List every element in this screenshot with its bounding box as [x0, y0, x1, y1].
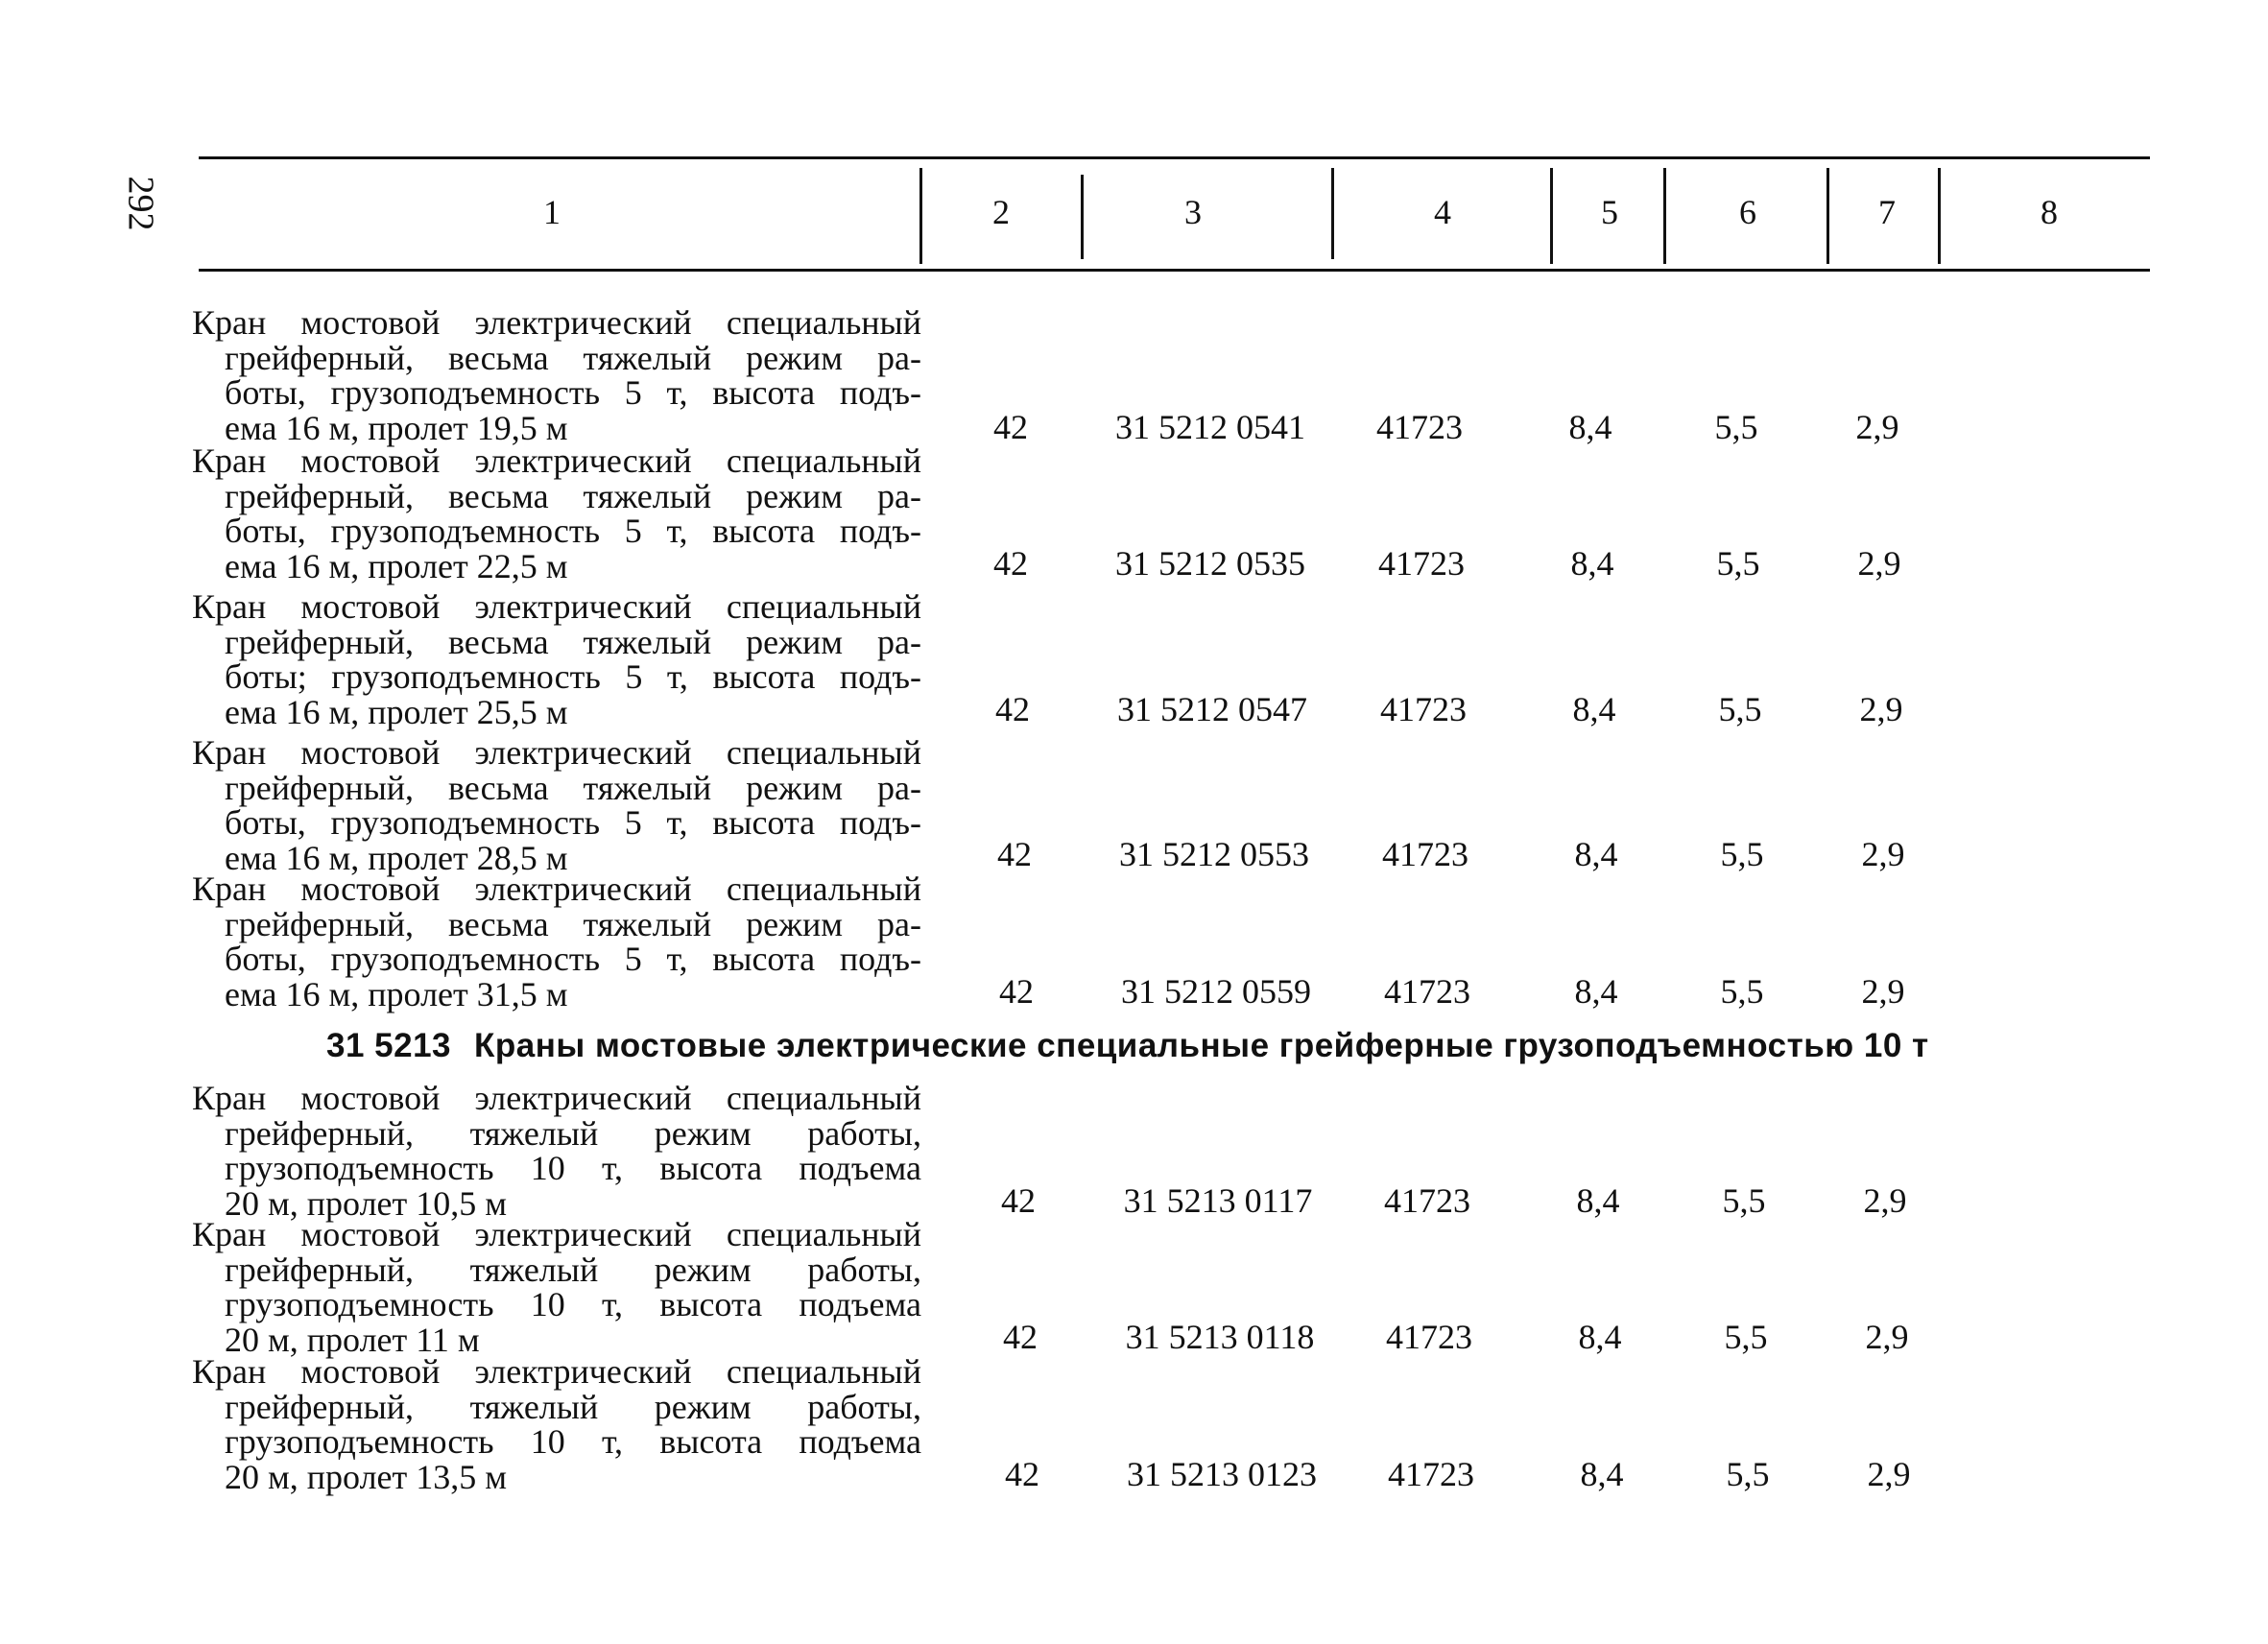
- cell-col4: 41723: [1376, 408, 1463, 446]
- description-line: грейферный, весьма тяжелый режим ра-: [225, 338, 921, 377]
- cell-col5: 8,4: [1580, 1455, 1624, 1493]
- description-line: Кран мостовой электрический специальный: [192, 1215, 921, 1253]
- table-row-description: [192, 305, 921, 445]
- cell-col5: 8,4: [1576, 1181, 1620, 1220]
- header-divider: [1938, 168, 1941, 264]
- column-header-4: 4: [1434, 193, 1451, 231]
- cell-col2: 42: [995, 690, 1030, 728]
- header-divider: [919, 168, 922, 264]
- cell-col7: 2,9: [1859, 690, 1903, 728]
- section-title: Краны мостовые электрические специальные грейферные грузоподъемностью 10 т: [474, 1027, 1929, 1064]
- cell-col6: 5,5: [1724, 1318, 1768, 1356]
- cell-col2: 42: [993, 544, 1028, 583]
- cell-col6: 5,5: [1716, 544, 1760, 583]
- cell-col6: 5,5: [1720, 835, 1764, 873]
- cell-col5: 8,4: [1578, 1318, 1622, 1356]
- table-top-rule: [199, 156, 2150, 159]
- cell-col3: 31 5212 0541: [1115, 408, 1305, 446]
- cell-col5: 8,4: [1574, 835, 1618, 873]
- column-header-2: 2: [992, 193, 1010, 231]
- description-line: грейферный, тяжелый режим работы,: [225, 1250, 921, 1289]
- cell-col2: 42: [997, 835, 1032, 873]
- cell-col6: 5,5: [1714, 408, 1758, 446]
- column-header-7: 7: [1878, 193, 1896, 231]
- cell-col3: 31 5213 0117: [1123, 1181, 1313, 1220]
- cell-col3: 31 5212 0547: [1117, 690, 1307, 728]
- cell-col6: 5,5: [1726, 1455, 1770, 1493]
- description-line: Кран мостовой электрический специальный: [192, 870, 921, 908]
- cell-col4: 41723: [1380, 690, 1467, 728]
- cell-col3: 31 5213 0118: [1125, 1318, 1315, 1356]
- description-line: грейферный, весьма тяжелый режим ра-: [225, 476, 921, 515]
- description-line: боты; грузоподъемность 5 т, высота подъ-: [225, 657, 921, 696]
- table-row-description: [192, 589, 921, 729]
- table-row-description: [192, 1217, 921, 1357]
- description-line: Кран мостовой электрический специальный: [192, 441, 921, 480]
- table-row-description: [192, 1354, 921, 1494]
- description-line: Кран мостовой электрический специальный: [192, 1352, 921, 1391]
- description-line: ема 16 м, пролет 25,5 м: [225, 692, 568, 731]
- header-divider: [1550, 168, 1553, 264]
- cell-col2: 42: [1001, 1181, 1036, 1220]
- cell-col6: 5,5: [1720, 972, 1764, 1011]
- cell-col2: 42: [1005, 1455, 1039, 1493]
- description-line: Кран мостовой электрический специальный: [192, 733, 921, 772]
- description-line: грузоподъемность 10 т, высота подъема: [225, 1285, 921, 1323]
- cell-col7: 2,9: [1867, 1455, 1911, 1493]
- cell-col4: 41723: [1378, 544, 1465, 583]
- description-line: ема 16 м, пролет 31,5 м: [225, 974, 568, 1013]
- cell-col7: 2,9: [1863, 1181, 1907, 1220]
- cell-col7: 2,9: [1861, 835, 1905, 873]
- table-header-bottom-rule: [199, 269, 2150, 272]
- section-code: 31 5213: [326, 1027, 452, 1064]
- header-divider: [1826, 168, 1829, 264]
- cell-col5: 8,4: [1572, 690, 1616, 728]
- description-line: грейферный, тяжелый режим работы,: [225, 1387, 921, 1426]
- cell-col5: 8,4: [1568, 408, 1612, 446]
- column-header-6: 6: [1739, 193, 1756, 231]
- cell-col7: 2,9: [1865, 1318, 1909, 1356]
- cell-col4: 41723: [1384, 1181, 1470, 1220]
- cell-col4: 41723: [1382, 835, 1468, 873]
- cell-col2: 42: [999, 972, 1034, 1011]
- description-line: грейферный, весьма тяжелый режим ра-: [225, 768, 921, 807]
- table-row-description: [192, 871, 921, 1012]
- description-line: ема 16 м, пролет 28,5 м: [225, 838, 568, 877]
- description-line: боты, грузоподъемность 5 т, высота подъ-: [225, 803, 921, 842]
- page-number: 292: [120, 176, 161, 231]
- cell-col3: 31 5213 0123: [1127, 1455, 1317, 1493]
- cell-col3: 31 5212 0553: [1119, 835, 1309, 873]
- cell-col3: 31 5212 0535: [1115, 544, 1305, 583]
- column-header-5: 5: [1601, 193, 1618, 231]
- cell-col6: 5,5: [1718, 690, 1762, 728]
- cell-col7: 2,9: [1857, 544, 1901, 583]
- description-line: Кран мостовой электрический специальный: [192, 303, 921, 342]
- description-line: грейферный, весьма тяжелый режим ра-: [225, 904, 921, 943]
- description-line: боты, грузоподъемность 5 т, высота подъ-: [225, 940, 921, 978]
- description-line: грейферный, тяжелый режим работы,: [225, 1113, 921, 1153]
- cell-col2: 42: [993, 408, 1028, 446]
- description-line: ема 16 м, пролет 19,5 м: [225, 408, 568, 447]
- cell-col4: 41723: [1386, 1318, 1472, 1356]
- cell-col5: 8,4: [1574, 972, 1618, 1011]
- header-divider: [1663, 168, 1666, 264]
- table-row-description: [192, 735, 921, 875]
- table-row-description: [192, 443, 921, 584]
- description-line: боты, грузоподъемность 5 т, высота подъ-: [225, 512, 921, 550]
- description-line: ема 16 м, пролет 22,5 м: [225, 546, 568, 585]
- table-row-description: [192, 1081, 921, 1221]
- description-line: грузоподъемность 10 т, высота подъема: [225, 1149, 921, 1187]
- description-line: грейферный, весьма тяжелый режим ра-: [225, 622, 921, 661]
- header-divider: [1081, 175, 1084, 259]
- description-line: 20 м, пролет 11 м: [225, 1320, 480, 1359]
- cell-col5: 8,4: [1570, 544, 1614, 583]
- description-line: боты, грузоподъемность 5 т, высота подъ-: [225, 373, 921, 412]
- description-line: 20 м, пролет 13,5 м: [225, 1457, 508, 1496]
- section-heading: [326, 1027, 1952, 1065]
- column-header-8: 8: [2041, 193, 2058, 231]
- column-header-3: 3: [1184, 193, 1202, 231]
- cell-col6: 5,5: [1722, 1181, 1766, 1220]
- cell-col7: 2,9: [1861, 972, 1905, 1011]
- header-divider: [1331, 168, 1334, 259]
- cell-col4: 41723: [1384, 972, 1470, 1011]
- cell-col2: 42: [1003, 1318, 1038, 1356]
- cell-col7: 2,9: [1855, 408, 1899, 446]
- column-header-1: 1: [543, 193, 561, 231]
- description-line: грузоподъемность 10 т, высота подъема: [225, 1422, 921, 1461]
- description-line: 20 м, пролет 10,5 м: [225, 1183, 508, 1223]
- cell-col3: 31 5212 0559: [1121, 972, 1311, 1011]
- description-line: Кран мостовой электрический специальный: [192, 1079, 921, 1117]
- cell-col4: 41723: [1388, 1455, 1474, 1493]
- description-line: Кран мостовой электрический специальный: [192, 587, 921, 626]
